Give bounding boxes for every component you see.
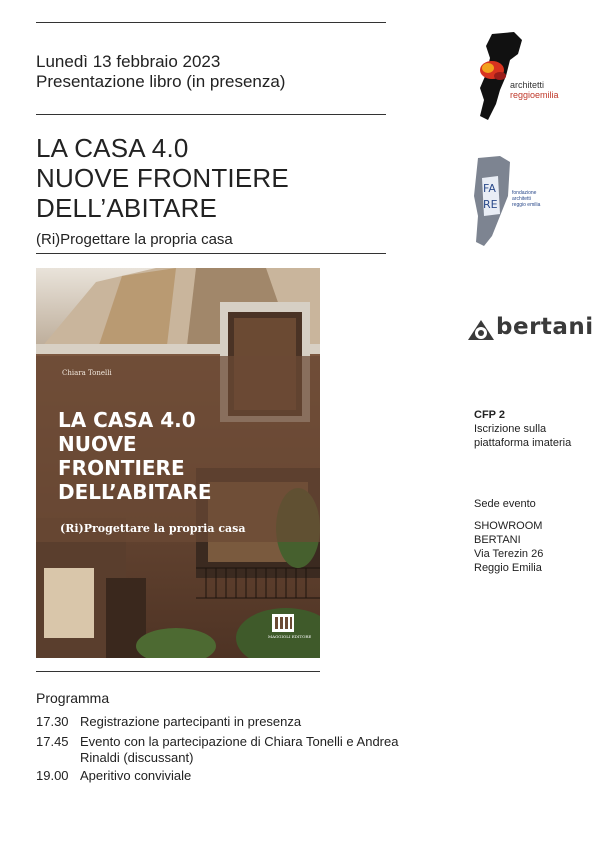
architetti-reggioemilia-logo bbox=[470, 30, 562, 122]
fondazione-logo-line-1: fondazione bbox=[512, 190, 537, 196]
program-time: 17.30 bbox=[36, 714, 69, 729]
architetti-logo-line-1: architetti bbox=[510, 80, 545, 90]
program-item bbox=[36, 734, 420, 766]
cover-author: Chiara Tonelli bbox=[62, 369, 112, 377]
program-time: 19.00 bbox=[36, 768, 69, 783]
fondazione-logo-text bbox=[512, 190, 540, 208]
bertani-logo bbox=[466, 314, 592, 346]
cover-title-line-2: NUOVE bbox=[58, 432, 137, 456]
title-line-3: DELL’ABITARE bbox=[36, 193, 218, 223]
fondazione-logo-line-2: architetti bbox=[512, 196, 531, 202]
programma-heading: Programma bbox=[36, 690, 110, 706]
sede-line-1: SHOWROOM bbox=[474, 520, 543, 532]
cover-subtitle: (Ri)Progettare la propria casa bbox=[60, 522, 246, 535]
architetti-logo-line-2: reggioemilia bbox=[510, 90, 559, 100]
cfp-line-2: piattaforma imateria bbox=[474, 437, 572, 449]
program-text: Aperitivo conviviale bbox=[80, 768, 192, 783]
program-item bbox=[36, 714, 420, 730]
sede-line-2: BERTANI bbox=[474, 534, 521, 546]
cover-title-line-4: DELL’ABITARE bbox=[58, 480, 212, 504]
sede-label: Sede evento bbox=[474, 498, 536, 510]
cover-publisher: MAGGIOLI EDITORE bbox=[268, 634, 312, 639]
cfp-label: CFP 2 bbox=[474, 409, 505, 421]
title-line-1: LA CASA 4.0 bbox=[36, 133, 189, 163]
sede-line-4: Reggio Emilia bbox=[474, 562, 542, 574]
fare-mark-icon bbox=[470, 156, 514, 248]
bertani-logo-word: bertani bbox=[496, 314, 594, 340]
cover-title-line-3: FRONTIERE bbox=[58, 456, 185, 480]
bertani-mark-icon bbox=[466, 316, 496, 346]
title-line-2: NUOVE FRONTIERE bbox=[36, 163, 289, 193]
cover-title-line-1: LA CASA 4.0 bbox=[58, 408, 196, 432]
rule-below-subtitle bbox=[36, 253, 386, 254]
architetti-brush-mark-icon bbox=[470, 30, 530, 122]
rule-below-date bbox=[36, 114, 386, 115]
event-type: Presentazione libro (in presenza) bbox=[36, 72, 286, 91]
program-text: Registrazione partecipanti in presenza bbox=[80, 714, 302, 729]
top-rule bbox=[36, 22, 386, 23]
program-item bbox=[36, 768, 420, 784]
svg-text:RE: RE bbox=[483, 198, 498, 211]
sede-line-3: Via Terezin 26 bbox=[474, 548, 544, 560]
cfp-line-1: Iscrizione sulla bbox=[474, 423, 547, 435]
cfp-info bbox=[474, 408, 571, 450]
svg-text:FA: FA bbox=[483, 182, 496, 195]
page-title bbox=[36, 133, 289, 223]
sede-info bbox=[474, 519, 543, 575]
page-subtitle: (Ri)Progettare la propria casa bbox=[36, 231, 233, 248]
event-date: Lunedì 13 febbraio 2023 bbox=[36, 52, 221, 71]
cover-title bbox=[58, 408, 212, 504]
rule-below-cover bbox=[36, 671, 320, 672]
program-text: Evento con la partecipazione di Chiara Tonelli e Andrea Rinaldi (discussant) bbox=[80, 734, 399, 765]
architetti-logo-text bbox=[510, 80, 559, 100]
cover-publisher-logo bbox=[268, 634, 312, 639]
fondazione-logo-line-3: reggio emilia bbox=[512, 202, 541, 208]
fondazione-architetti-logo bbox=[470, 156, 550, 248]
program-time: 17.45 bbox=[36, 734, 69, 749]
book-cover bbox=[36, 268, 320, 658]
event-date-block bbox=[36, 52, 285, 92]
